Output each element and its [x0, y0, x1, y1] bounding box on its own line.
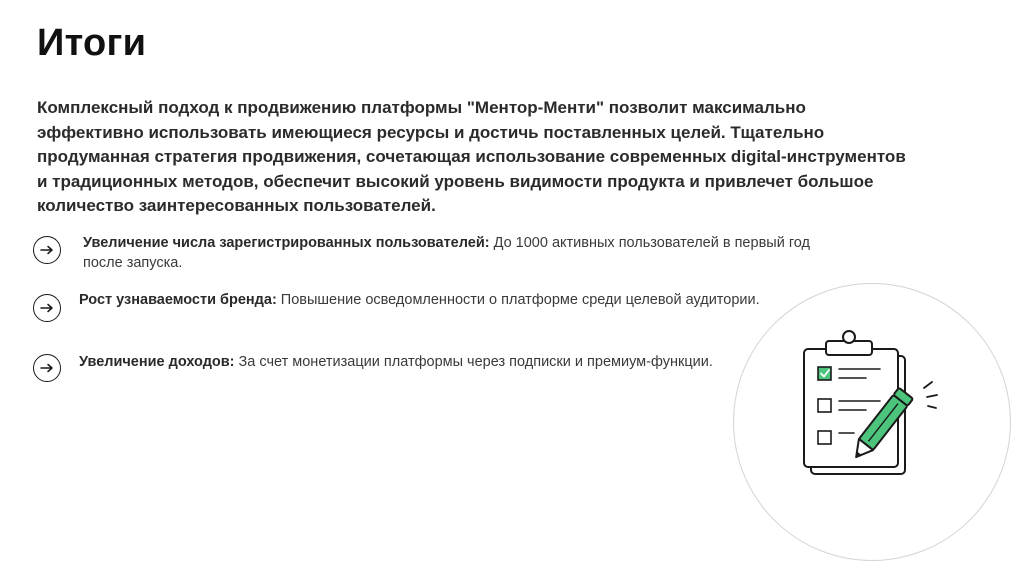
arrow-right-icon	[33, 294, 61, 322]
arrow-right-icon	[33, 236, 61, 264]
arrow-right-icon	[33, 354, 61, 382]
summary-item-heading: Рост узнаваемости бренда:	[79, 292, 277, 308]
summary-item-text	[83, 233, 843, 273]
slide-title: Итоги	[37, 22, 147, 64]
summary-item-detail: За счет монетизации платформы через подписки и премиум-функции.	[234, 354, 713, 370]
illustration-circle	[733, 283, 1011, 561]
summary-item-heading: Увеличение числа зарегистрированных пользователей:	[83, 235, 490, 251]
summary-item-detail: До 1000 активных пользователей в первый год после запуска.	[83, 235, 810, 271]
summary-item-detail: Повышение осведомленности о платформе среди целевой аудитории.	[276, 292, 760, 308]
summary-item-text	[79, 352, 839, 372]
summary-item-heading: Увеличение доходов:	[79, 354, 235, 370]
summary-item-text	[79, 290, 839, 310]
summary-item-users	[33, 233, 843, 273]
summary-item-revenue	[33, 352, 839, 382]
summary-item-brand	[33, 290, 839, 322]
clipboard-checklist-icon	[734, 284, 1012, 562]
intro-paragraph: Комплексный подход к продвижению платформы "Ментор-Менти" позволит максимально эффективно использовать имеющиеся ресурсы и достичь поставленных целей. Тщательно продуманная стратегия продвижения, сочетающая использование современных digital-инструментов и традиционных методов, обеспечит высокий уровень видимости продукта и привлечет большое количество заинтересованных пользователей.	[37, 98, 906, 215]
